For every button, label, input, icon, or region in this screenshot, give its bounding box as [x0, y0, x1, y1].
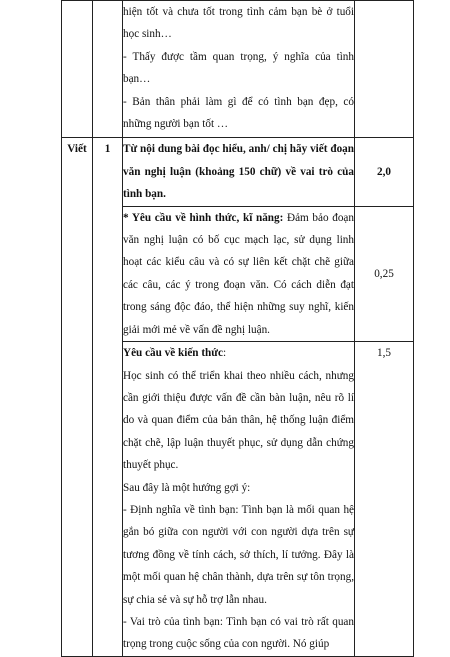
continued-line: hiện tốt và chưa tốt trong tình cảm bạn bè ở tuổi học sinh… — [123, 6, 354, 41]
knowledge-requirement-colon: : — [222, 347, 227, 360]
knowledge-paragraph: - Vai trò của tình bạn: Tình bạn có vai trò rất quan trọng trong cuộc sống của con người. Nó giúp — [123, 615, 354, 651]
knowledge-paragraph: Học sinh có thể triển khai theo nhiều cách, nhưng cần giới thiệu được vấn đề cần bàn luận, nêu rõ lí do và quan điểm của bản thân, hệ thống luận điểm chặt chẽ, lập luận thuyết phục, sử dụng dẫn chứng thuyết phục. — [123, 369, 354, 472]
knowledge-requirement-label: Yêu cầu về kiến thức — [123, 347, 223, 360]
section-label: Viết — [62, 138, 93, 656]
task-score: 2,0 — [355, 138, 414, 206]
knowledge-paragraph: Sau đây là một hướng gợi ý: — [123, 481, 251, 494]
form-requirement-text: Đảm bảo đoạn văn nghị luận có bố cục mạch lạc, sử dụng linh hoạt các kiểu câu và có sự liên kết chặt chẽ giữa các câu, các ý trong đoạn văn. Có cách diễn đạt trong sáng độc đáo, thể hiện những suy nghĩ, kiến giải mới mẻ về vấn đề nghị luận. — [123, 211, 354, 336]
question-number: 1 — [93, 138, 123, 656]
form-requirement-score: 0,25 — [355, 206, 414, 341]
continued-content-cell — [123, 1, 355, 138]
score-cell-empty — [355, 1, 414, 138]
knowledge-requirement-score: 1,5 — [355, 342, 414, 657]
section-cell-empty — [62, 1, 93, 138]
task-prompt: Từ nội dung bài đọc hiểu, anh/ chị hãy viết đoạn văn nghị luận (khoảng 150 chữ) về vai trò của tình bạn. — [123, 138, 355, 206]
grading-table — [61, 0, 414, 657]
form-requirement-label: * Yêu cầu về hình thức, kĩ năng: — [123, 211, 284, 224]
continued-line: - Thấy được tầm quan trọng, ý nghĩa của tình bạn… — [123, 50, 354, 86]
table-row-continued — [62, 1, 414, 138]
knowledge-requirement-cell — [123, 342, 355, 657]
continued-line: - Bản thân phải làm gì để có tình bạn đẹp, có những người bạn tốt … — [123, 95, 354, 131]
table-row-task — [62, 138, 414, 206]
question-cell-empty — [93, 1, 123, 138]
form-requirement-cell — [123, 206, 355, 341]
knowledge-paragraph: - Định nghĩa về tình bạn: Tình bạn là mối quan hệ gắn bó giữa con người với con người dựa trên sự tương đồng về tính cách, sở thích, lí tưởng. Đây là một mối quan hệ chân thành, dựa trên sự tôn trọng, sự chia sẻ và sự hỗ trợ lẫn nhau. — [123, 503, 354, 606]
